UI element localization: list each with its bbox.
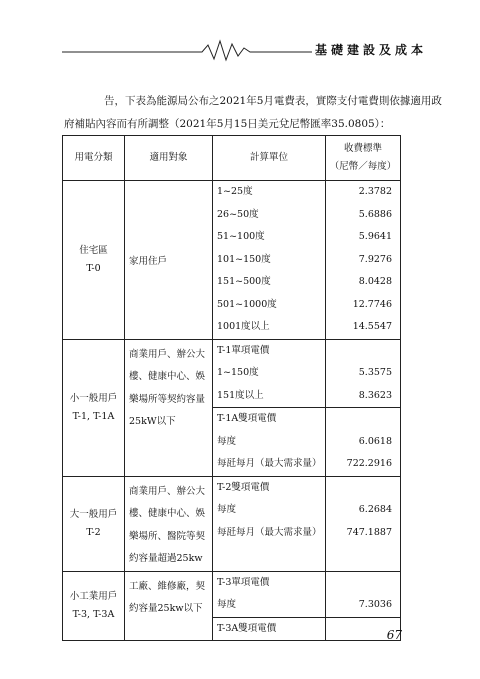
rate-value: 14.5547 xyxy=(352,321,392,332)
unit-cell xyxy=(213,181,326,340)
category-text: T-3, T-3A xyxy=(72,608,115,620)
rate-value: 6.2684 xyxy=(358,504,392,515)
category-cell xyxy=(63,476,125,571)
table-row xyxy=(63,476,401,571)
unit-text: T-3A雙項電價 xyxy=(213,617,325,641)
unit-text: 1~25度 xyxy=(217,186,253,197)
table-row xyxy=(63,181,401,340)
unit-text: 151~500度 xyxy=(217,276,271,287)
unit-text: 1~150度 xyxy=(217,367,259,378)
category-cell xyxy=(63,181,125,340)
rate-value: 8.0428 xyxy=(358,276,392,287)
rate-cell xyxy=(326,181,401,340)
unit-text: T-3單項電價 xyxy=(217,576,270,588)
header-title: 基礎建設及成本 xyxy=(314,43,427,57)
unit-text: 26~50度 xyxy=(217,208,259,220)
unit-text: T-1單項電價 xyxy=(217,344,270,356)
rate-value: 8.3623 xyxy=(358,389,392,401)
category-cell xyxy=(63,339,125,476)
rate-value: 722.2916 xyxy=(346,458,392,469)
header-target: 適用對象 xyxy=(125,136,213,181)
heartbeat-line-decoration xyxy=(62,36,312,62)
category-text: T-1, T-1A xyxy=(72,410,115,422)
category-text: 小工業用戶 xyxy=(69,590,118,602)
intro-line-1: 告，下表為能源局公布之2021年5月電費表，實際支付電費則依據適用政 xyxy=(104,95,442,107)
target-cell xyxy=(125,339,213,476)
intro-line-2: 府補貼內容而有所調整（2021年5月15日美元兌尼幣匯率35.0805）： xyxy=(64,118,391,130)
table-row xyxy=(63,339,401,476)
unit-text: 每度 xyxy=(217,599,237,610)
rate-value: 6.0618 xyxy=(358,435,392,447)
rate-value: 2.3782 xyxy=(358,186,392,197)
unit-text: 151度以上 xyxy=(217,389,264,401)
unit-cell xyxy=(213,339,326,476)
category-text: T-0 xyxy=(86,262,101,274)
unit-text: T-1A雙項電價 xyxy=(213,407,325,431)
category-text: 大一般用戶 xyxy=(69,508,118,520)
target-text: 樓、健康中心、娛 xyxy=(129,371,206,382)
unit-cell xyxy=(213,476,326,571)
page-header xyxy=(62,36,427,62)
page-number: 67 xyxy=(386,628,402,642)
table-row xyxy=(63,571,401,641)
header-rate xyxy=(326,136,401,181)
unit-text: 501~1000度 xyxy=(217,298,277,310)
table-header-row xyxy=(63,136,401,181)
rate-value: 5.3575 xyxy=(358,367,392,378)
rate-cell xyxy=(326,339,401,476)
rate-value: 5.6886 xyxy=(358,208,392,220)
rate-cell xyxy=(326,476,401,571)
target-cell xyxy=(125,476,213,571)
rate-value xyxy=(326,407,400,431)
electricity-tariff-table xyxy=(62,135,401,641)
table-body xyxy=(63,181,401,641)
unit-text: 每度 xyxy=(217,504,237,515)
unit-text: 每瓩每月（最大需求量） xyxy=(217,526,322,538)
target-text: 25kW以下 xyxy=(129,416,176,427)
rate-value xyxy=(326,340,392,363)
rate-value: 747.1887 xyxy=(346,526,392,538)
target-cell xyxy=(125,181,213,340)
category-text: 住宅區 xyxy=(79,244,108,256)
target-text: 約容量25kw以下 xyxy=(129,603,203,614)
unit-text: 每度 xyxy=(217,435,237,447)
category-text: T-2 xyxy=(86,526,101,538)
unit-text: T-2雙項電價 xyxy=(217,481,270,493)
unit-text: 每瓩每月（最大需求量） xyxy=(217,458,322,469)
rate-value: 5.9641 xyxy=(358,231,392,242)
rate-value: 7.9276 xyxy=(358,253,392,265)
unit-text: 101~150度 xyxy=(217,253,271,265)
category-cell xyxy=(63,571,125,641)
unit-text: 1001度以上 xyxy=(217,321,270,332)
header-rate-line2: （尼幣／每度） xyxy=(329,161,397,172)
target-text: 家用住戶 xyxy=(129,255,168,267)
target-text: 樂場所、醫院等契 xyxy=(129,530,206,542)
header-unit: 計算單位 xyxy=(213,136,326,181)
rate-value: 7.3036 xyxy=(358,599,392,610)
category-text: 小一般用戶 xyxy=(69,392,118,404)
rate-value xyxy=(326,572,392,595)
target-text: 商業用戶、辦公大 xyxy=(129,485,206,497)
header-category: 用電分類 xyxy=(63,136,125,181)
target-text: 工廠、維修廠，契 xyxy=(129,580,206,592)
rate-value: 12.7746 xyxy=(352,298,392,310)
unit-cell xyxy=(213,571,326,641)
header-rate-line1: 收費標準 xyxy=(343,143,382,154)
target-text: 樓、健康中心、娛 xyxy=(129,508,206,519)
unit-text: 51~100度 xyxy=(217,231,265,242)
target-text: 約容量超過25kw xyxy=(129,553,203,564)
target-cell xyxy=(125,571,213,641)
target-text: 樂場所等契約容量 xyxy=(129,393,206,405)
target-text: 商業用戶、辦公大 xyxy=(129,348,206,360)
rate-value xyxy=(326,477,392,500)
